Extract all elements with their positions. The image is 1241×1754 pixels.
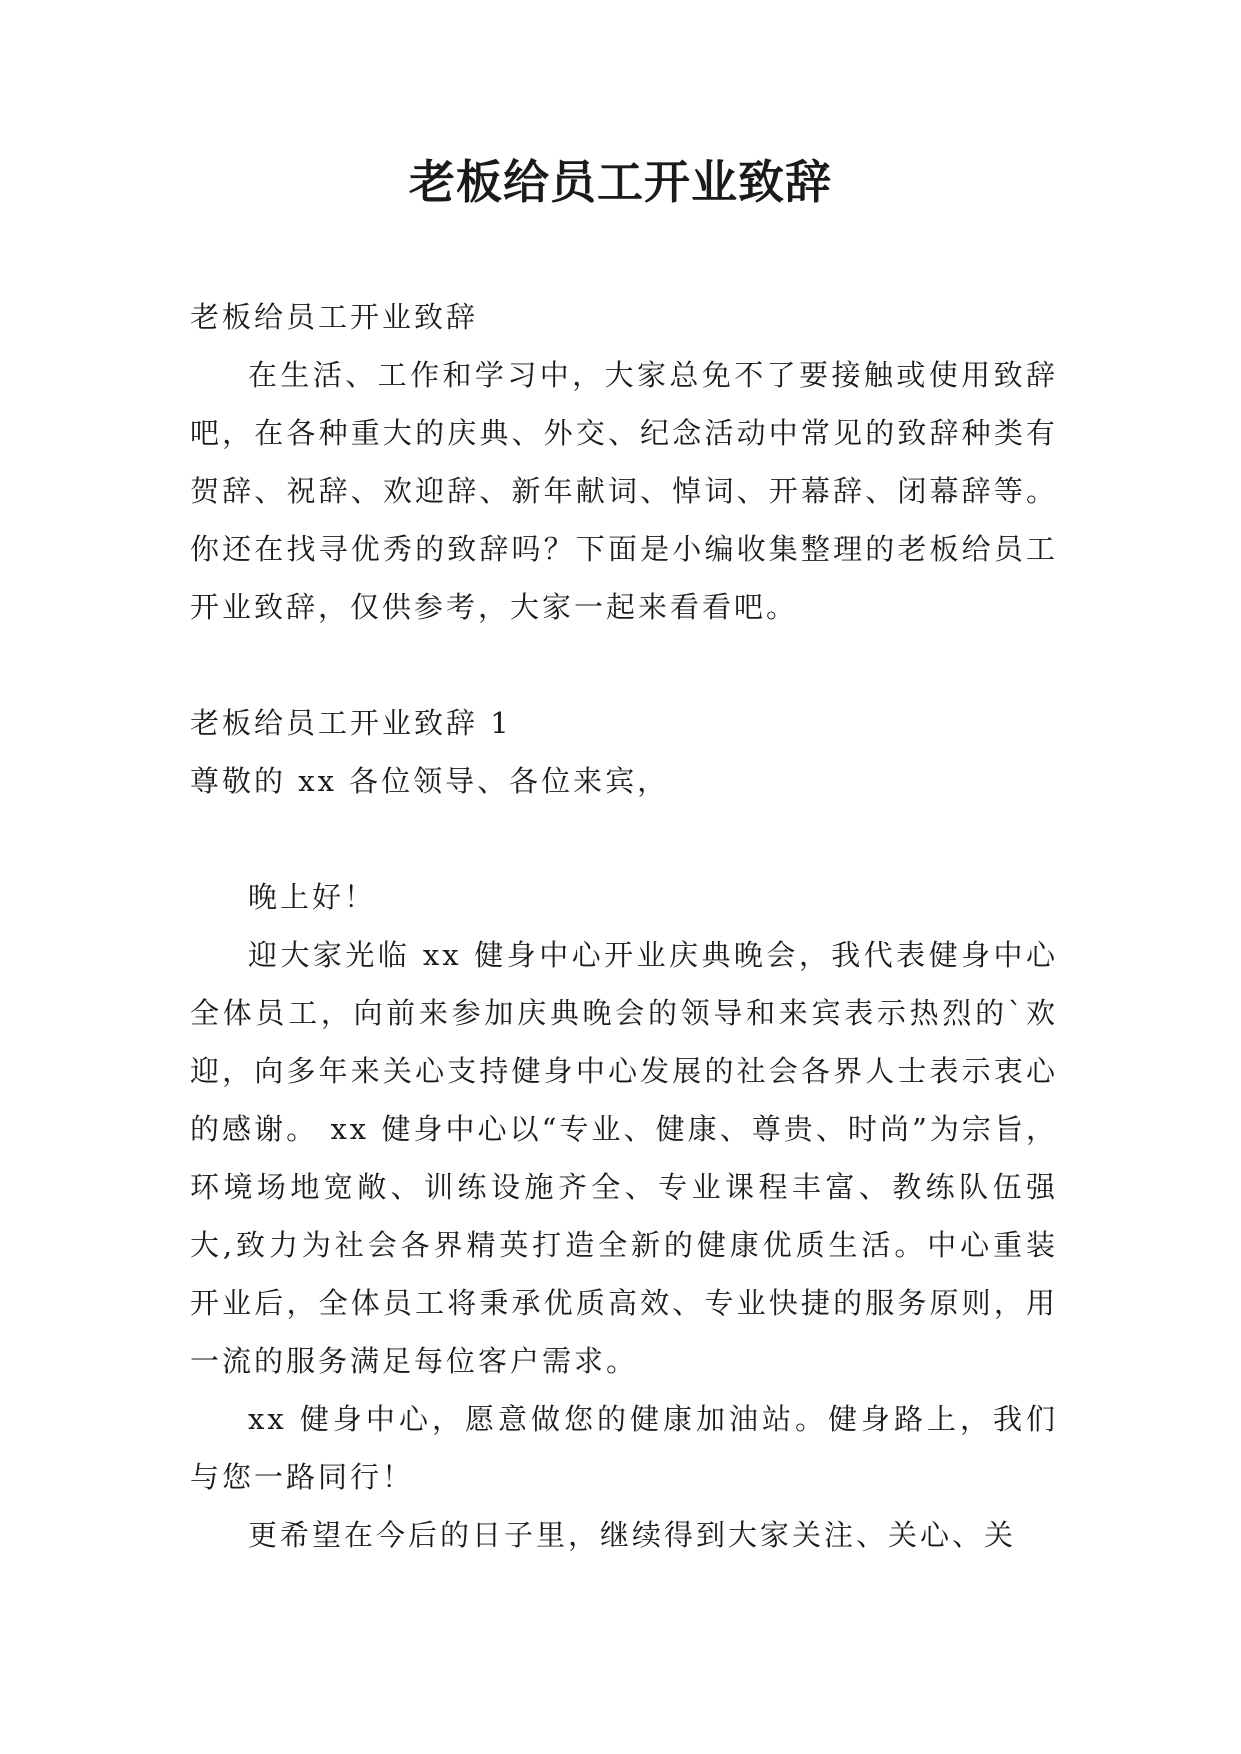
section-heading: 老板给员工开业致辞 1 bbox=[190, 706, 512, 740]
document-subtitle: 老板给员工开业致辞 bbox=[190, 300, 479, 334]
greeting: 晚上好！ bbox=[248, 880, 377, 914]
intro-paragraph: 在生活、工作和学习中，大家总免不了要接触或使用致辞吧，在各种重大的庆典、外交、纪念活动中常见的致辞种类有贺辞、祝辞、欢迎辞、新年献词、悼词、开幕辞、闭幕辞等。你还在找寻优秀的致辞吗？下面是小编收集整理的老板给员工开业致辞，仅供参考，大家一起来看看吧。 bbox=[190, 358, 1058, 624]
body-paragraph-2: xx 健身中心，愿意做您的健康加油站。健身路上，我们与您一路同行！ bbox=[190, 1402, 1058, 1494]
spacer bbox=[190, 810, 1058, 868]
document-title: 老板给员工开业致辞 bbox=[409, 155, 832, 209]
body-paragraph-1: 迎大家光临 xx 健身中心开业庆典晚会，我代表健身中心全体员工，向前来参加庆典晚会的领导和来宾表示热烈的`欢迎，向多年来关心支持健身中心发展的社会各界人士表示衷心的感谢。 xx 健身中心以“专业、健康、尊贵、时尚”为宗旨，环境场地宽敞、训练设施齐全、专业课程丰富、教练队伍强大,致力为社会各界精英打造全新的健康优质生活。中心重装开业后，全体员工将秉承优质高效、专业快捷的服务原则，用一流的服务满足每位客户需求。 bbox=[190, 938, 1058, 1378]
document-body bbox=[190, 288, 1058, 1564]
salutation: 尊敬的 xx 各位领导、各位来宾， bbox=[190, 764, 670, 798]
spacer bbox=[190, 636, 1058, 694]
body-paragraph-3: 更希望在今后的日子里，继续得到大家关注、关心、关 bbox=[248, 1518, 1017, 1552]
